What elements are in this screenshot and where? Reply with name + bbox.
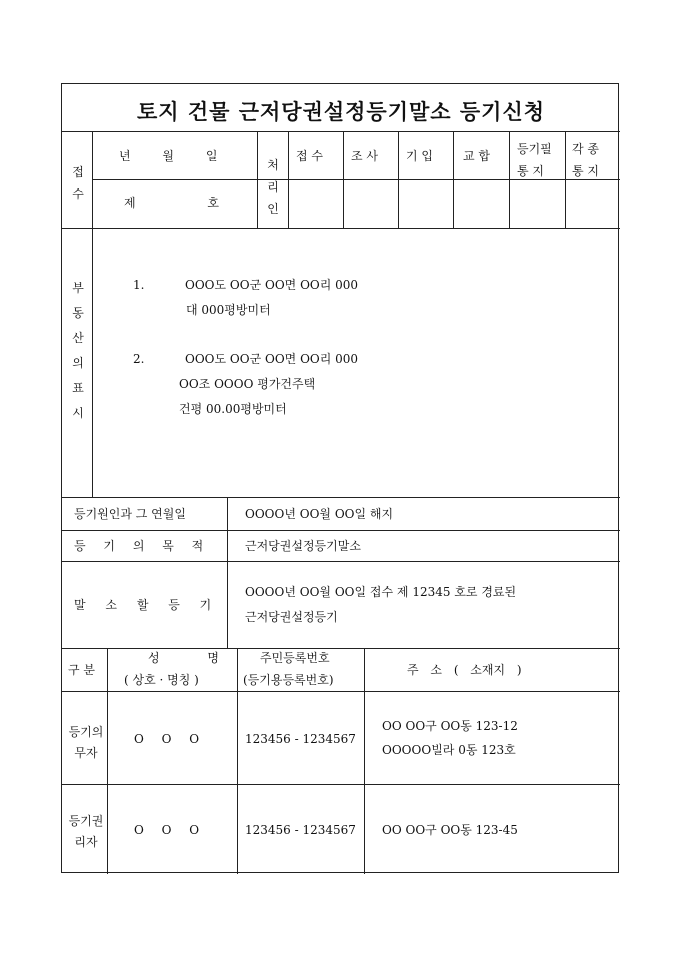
divider (62, 228, 620, 229)
party-2-id: 123456 - 1234567 (245, 823, 356, 837)
divider (107, 648, 108, 874)
divider (92, 228, 93, 497)
receipt-date-label: 년 월 일 (119, 149, 232, 163)
header-id-sub: (등기용등록번호) (243, 673, 334, 687)
header-kind: 구 분 (68, 663, 95, 677)
page-title: 토지 건물 근저당권설정등기말소 등기신청 (136, 99, 546, 124)
cancel-label: 말 소 할 등 기 (74, 598, 212, 612)
property-item-2-no: 2. (133, 352, 145, 366)
step-entry: 기 입 (406, 149, 433, 163)
step-verification: 교 합 (463, 149, 490, 163)
divider (62, 131, 620, 132)
property-item-2-building: OO조 OOOO 평가건주택 (179, 377, 316, 391)
processing-label: 처리인 (267, 158, 279, 216)
divider (92, 131, 93, 228)
divider (509, 131, 510, 228)
divider (565, 131, 566, 228)
divider (62, 648, 620, 649)
party-2-name: O O O (134, 823, 200, 837)
step-receipt: 접 수 (296, 149, 323, 163)
divider (227, 497, 228, 648)
divider (453, 131, 454, 228)
header-address: 주 소 ( 소재지 ) (407, 663, 522, 677)
header-id: 주민등록번호 (260, 651, 330, 665)
party-1-name: O O O (134, 732, 200, 746)
receipt-number-label: 제 호 (124, 196, 219, 210)
step-inspection: 조 사 (351, 149, 378, 163)
step-various-notice: 각 종 통 지 (572, 142, 599, 178)
divider (257, 131, 258, 228)
purpose-value: 근저당권설정등기말소 (245, 539, 361, 553)
party-1-address-line-2: OOOOO빌라 0동 123호 (382, 743, 516, 757)
divider (62, 691, 620, 692)
property-label: 부동산의 표시 (72, 281, 84, 420)
divider (398, 131, 399, 228)
divider (62, 784, 620, 785)
divider (237, 648, 238, 874)
cause-label: 등기원인과 그 연월일 (74, 507, 186, 521)
registration-form (61, 83, 619, 873)
receipt-label: 접수 (72, 165, 84, 201)
party-1-id: 123456 - 1234567 (245, 732, 356, 746)
divider (343, 131, 344, 228)
header-name-sub: ( 상호 · 명칭 ) (124, 673, 199, 687)
header-name: 성 명 (148, 651, 219, 665)
party-2-kind: 등기권리자 (68, 814, 104, 849)
divider (364, 648, 365, 874)
property-item-1-no: 1. (133, 278, 145, 292)
party-1-kind: 등기의무자 (68, 725, 104, 760)
party-2-address-line-1: OO OO구 OO동 123-45 (382, 823, 518, 837)
divider (62, 561, 620, 562)
property-item-1-address: OOO도 OO군 OO면 OO리 000 (185, 278, 359, 292)
property-item-2-area: 건평 00.00평방미터 (179, 402, 287, 416)
divider (288, 131, 289, 228)
step-completion-notice: 등기필 통 지 (517, 142, 552, 178)
cancel-value-line-2: 근저당권설정등기 (245, 610, 338, 624)
purpose-label: 등 기 의 목 적 (74, 539, 204, 553)
cause-value: OOOO년 OO월 OO일 해지 (245, 507, 394, 521)
cancel-value-line-1: OOOO년 OO월 OO일 접수 제 12345 호로 경료된 (245, 585, 517, 599)
property-item-1-area: 대 000평방미터 (186, 303, 271, 317)
party-1-address-line-1: OO OO구 OO동 123-12 (382, 719, 518, 733)
divider (62, 530, 620, 531)
property-item-2-address: OOO도 OO군 OO면 OO리 000 (185, 352, 359, 366)
divider (62, 497, 620, 498)
